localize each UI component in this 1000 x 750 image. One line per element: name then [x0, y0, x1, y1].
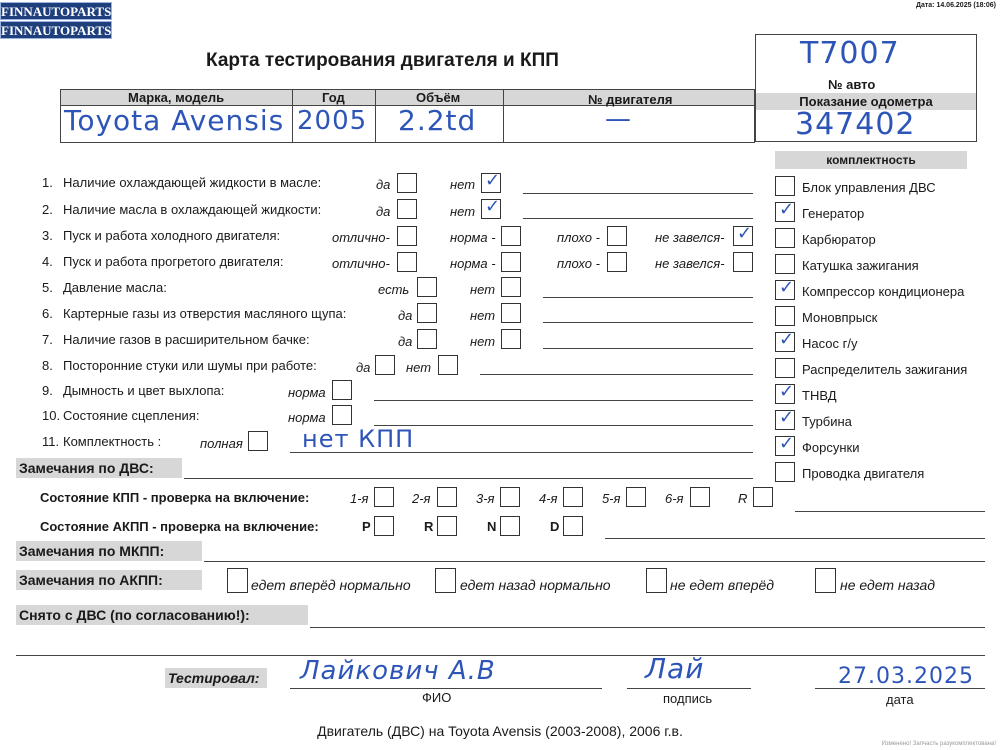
option-checkbox[interactable]: [501, 277, 521, 297]
kit-label: Насос г/у: [802, 336, 858, 351]
remarks-line: [795, 511, 985, 512]
kit-label: Компрессор кондиционера: [802, 284, 965, 299]
remarks-mkpp-label: Замечания по МКПП:: [16, 541, 202, 561]
removed-label: Снято с ДВС (по согласованию!):: [16, 605, 308, 625]
kit-label: Катушка зажигания: [802, 258, 919, 273]
signature: Лай: [645, 652, 705, 685]
kit-label: Распределитель зажигания: [802, 362, 968, 377]
item-text: Наличие масла в охлаждающей жидкости:: [63, 202, 322, 217]
akpp-gear-checkbox[interactable]: [437, 516, 457, 536]
item-number: 10.: [42, 408, 61, 423]
option-label: да: [376, 177, 391, 192]
remarks-line: [204, 561, 985, 562]
fio-line: [290, 688, 602, 689]
option-checkbox[interactable]: [417, 303, 437, 323]
item-number: 6.: [42, 306, 53, 321]
akpp-option-checkbox[interactable]: [227, 568, 248, 593]
note-line: [543, 348, 753, 349]
brand-value: Toyota Avensis: [64, 104, 285, 137]
gear-checkbox[interactable]: [626, 487, 646, 507]
akpp-gear-checkbox[interactable]: [374, 516, 394, 536]
date-stamp: Дата: 14.06.2025 (18:06): [915, 2, 996, 9]
option-checkbox[interactable]: [332, 405, 352, 425]
kit-checkbox[interactable]: [775, 436, 795, 456]
item-text: Комплектность :: [63, 434, 162, 449]
akpp-gear-label: N: [487, 519, 497, 534]
option-label: нет: [470, 308, 496, 323]
col-divider: [503, 89, 504, 143]
option-label: норма: [288, 410, 326, 425]
col-divider: [292, 89, 293, 143]
gear-label: 1-я: [350, 491, 369, 506]
gear-label: 5-я: [602, 491, 621, 506]
option-checkbox[interactable]: [397, 199, 417, 219]
akpp-check-label: Состояние АКПП - проверка на включение:: [40, 519, 319, 534]
option-checkbox[interactable]: [607, 252, 627, 272]
gear-label: 2-я: [412, 491, 431, 506]
note-line: [543, 297, 753, 298]
option-checkbox[interactable]: [375, 355, 395, 375]
option-label: да: [376, 204, 391, 219]
item-text: Картерные газы из отверстия масляного щупа:: [63, 306, 347, 321]
kit-checkbox[interactable]: [775, 384, 795, 404]
kit-checkbox[interactable]: [775, 228, 795, 248]
option-label: нет: [470, 282, 496, 297]
akpp-option-label: едет вперёд нормально: [251, 577, 411, 593]
akpp-option-label: не едет назад: [840, 577, 935, 593]
option-label: не завелся-: [655, 256, 725, 271]
option-label: есть: [378, 282, 410, 297]
volume-value: 2.2td: [398, 104, 477, 137]
item-number: 1.: [42, 175, 53, 190]
gear-checkbox[interactable]: [563, 487, 583, 507]
item-number: 5.: [42, 280, 53, 295]
signature-line: [627, 688, 751, 689]
kit-checkbox[interactable]: [775, 462, 795, 482]
col-divider: [375, 89, 376, 143]
option-checkbox[interactable]: [397, 252, 417, 272]
option-checkbox[interactable]: [397, 226, 417, 246]
kit-checkbox[interactable]: [775, 358, 795, 378]
kit-checkbox[interactable]: [775, 202, 795, 222]
option-label: да: [398, 334, 413, 349]
kit-label: Проводка двигателя: [802, 466, 925, 481]
gear-checkbox[interactable]: [500, 487, 520, 507]
option-checkbox[interactable]: [417, 277, 437, 297]
kpp-check-label: Состояние КПП - проверка на включение:: [40, 490, 310, 505]
option-label: плохо -: [557, 256, 600, 271]
option-checkbox[interactable]: [481, 173, 501, 193]
item-number: 3.: [42, 228, 53, 243]
form-title: Карта тестирования двигателя и КПП: [206, 50, 559, 71]
option-checkbox[interactable]: [607, 226, 627, 246]
gear-checkbox[interactable]: [753, 487, 773, 507]
kit-label: Генератор: [802, 206, 865, 221]
kit-checkbox[interactable]: [775, 332, 795, 352]
option-checkbox[interactable]: [438, 355, 458, 375]
kit-label: Карбюратор: [802, 232, 876, 247]
option-checkbox[interactable]: [417, 329, 437, 349]
fio-label: ФИО: [422, 690, 452, 705]
option-label: нет: [450, 204, 476, 219]
kit-checkbox[interactable]: [775, 254, 795, 274]
engine-number-label: № двигателя: [588, 92, 673, 107]
item-text: Пуск и работа холодного двигателя:: [63, 228, 281, 243]
akpp-option-label: едет назад нормально: [460, 577, 611, 593]
tested-label: Тестировал:: [165, 668, 267, 688]
item-text: Наличие охлаждающей жидкости в масле:: [63, 175, 322, 190]
gear-checkbox[interactable]: [437, 487, 457, 507]
note-line: [480, 374, 753, 375]
remarks-line: [184, 478, 753, 479]
item-number: 11.: [42, 434, 60, 449]
watermark: Изменено! Запчасть разукомплектована!: [881, 741, 996, 747]
year-value: 2005: [297, 106, 368, 136]
note-line: [523, 218, 753, 219]
remarks-line: [605, 538, 985, 539]
kit-label: Форсунки: [802, 440, 860, 455]
option-checkbox[interactable]: [397, 173, 417, 193]
option-checkbox[interactable]: [501, 329, 521, 349]
option-label: полная: [200, 436, 243, 451]
note-line: [543, 322, 753, 323]
note-line: [374, 400, 753, 401]
kit-label: Моновпрыск: [802, 310, 878, 325]
akpp-gear-label: R: [424, 519, 434, 534]
akpp-gear-checkbox[interactable]: [500, 516, 520, 536]
gear-label: 4-я: [539, 491, 558, 506]
option-label: нет: [406, 360, 432, 375]
brand-logo: FINNAUTOPARTS: [1, 4, 112, 19]
volume-label: Объём: [416, 90, 461, 105]
kit-label: Турбина: [802, 414, 852, 429]
option-checkbox[interactable]: [501, 252, 521, 272]
option-label: не завелся-: [655, 230, 725, 245]
note-line: [523, 193, 753, 194]
note-line: [290, 452, 753, 453]
kit-checkbox[interactable]: [775, 280, 795, 300]
item-number: 8.: [42, 358, 53, 373]
brand-logo-secondary: FINNAUTOPARTS: [1, 23, 112, 38]
option-checkbox[interactable]: [332, 380, 352, 400]
option-label: отлично-: [332, 256, 390, 271]
akpp-option-checkbox[interactable]: [646, 568, 667, 593]
date-value: 27.03.2025: [838, 664, 974, 689]
odometer-value: 347402: [795, 107, 916, 142]
akpp-option-checkbox[interactable]: [815, 568, 836, 593]
kit-label: Блок управления ДВС: [802, 180, 936, 195]
remarks-dvs-label: Замечания по ДВС:: [16, 458, 182, 478]
item-number: 2.: [42, 202, 53, 217]
gear-checkbox[interactable]: [374, 487, 394, 507]
option-checkbox[interactable]: [501, 303, 521, 323]
kit-checkbox[interactable]: [775, 306, 795, 326]
gear-label: 6-я: [665, 491, 684, 506]
option-label: нет: [470, 334, 496, 349]
option-label: норма -: [450, 256, 496, 271]
option-label: норма -: [450, 230, 496, 245]
date-line: [815, 688, 985, 689]
item-number: 9.: [42, 383, 53, 398]
remarks-line: [310, 627, 985, 628]
item-text: Наличие газов в расширительном бачке:: [63, 332, 310, 347]
item-text: Давление масла:: [63, 280, 167, 295]
option-label: нет: [450, 177, 476, 192]
item-number: 7.: [42, 332, 53, 347]
date-label: дата: [886, 692, 914, 707]
note-line: [374, 425, 753, 426]
option-label: да: [398, 308, 413, 323]
brand-label: Марка, модель: [128, 90, 225, 105]
item-text: Состояние сцепления:: [63, 408, 200, 423]
remarks-akpp-label: Замечания по АКПП:: [16, 570, 202, 590]
option-label: плохо -: [557, 230, 600, 245]
item-number: 4.: [42, 254, 53, 269]
option-checkbox[interactable]: [248, 431, 268, 451]
akpp-gear-label: P: [362, 519, 371, 534]
gear-checkbox[interactable]: [690, 487, 710, 507]
odometer-label: Показание одометра: [756, 93, 976, 110]
remarks-line: [16, 655, 985, 656]
engine-number-value: —: [605, 104, 632, 134]
akpp-option-checkbox[interactable]: [435, 568, 456, 593]
option-checkbox[interactable]: [501, 226, 521, 246]
image-caption: Двигатель (ДВС) на Toyota Avensis (2003-2008), 2006 г.в.: [317, 723, 683, 739]
auto-number-value: T7007: [800, 36, 900, 71]
option-checkbox[interactable]: [481, 199, 501, 219]
gear-label: 3-я: [476, 491, 495, 506]
option-checkbox[interactable]: [733, 252, 753, 272]
item-text: Дымность и цвет выхлопа:: [63, 383, 225, 398]
auto-number-label: № авто: [828, 77, 876, 92]
akpp-gear-label: D: [550, 519, 560, 534]
kit-header: комплектность: [775, 151, 967, 169]
year-label: Год: [322, 90, 345, 105]
option-label: отлично-: [332, 230, 390, 245]
item-text: Пуск и работа прогретого двигателя:: [63, 254, 284, 269]
tester-name: Лайкович А.В: [300, 656, 496, 686]
kit-label: ТНВД: [802, 388, 837, 403]
option-label: норма: [288, 385, 326, 400]
option-checkbox[interactable]: [733, 226, 753, 246]
signature-label: подпись: [663, 691, 713, 706]
akpp-gear-checkbox[interactable]: [563, 516, 583, 536]
kit-checkbox[interactable]: [775, 176, 795, 196]
kit-checkbox[interactable]: [775, 410, 795, 430]
gear-label: R: [738, 491, 748, 506]
option-label: да: [356, 360, 371, 375]
completeness-note: нет КПП: [302, 425, 415, 453]
item-text: Посторонние стуки или шумы при работе:: [63, 358, 317, 373]
akpp-option-label: не едет вперёд: [670, 577, 775, 593]
